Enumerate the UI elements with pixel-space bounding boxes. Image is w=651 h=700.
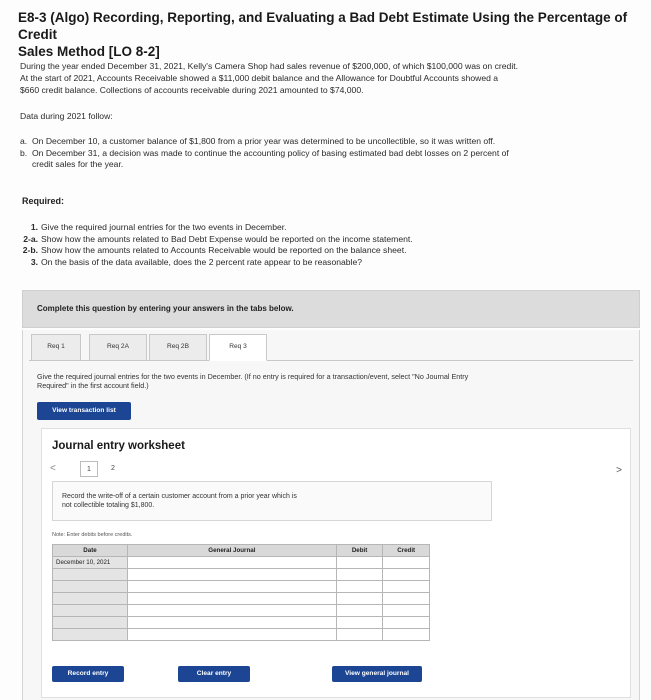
credit-input[interactable]	[383, 557, 430, 569]
tab-req-2a[interactable]: Req 2A	[89, 334, 147, 361]
event-b-cont: credit sales for the year.	[32, 159, 124, 169]
table-row	[53, 629, 430, 641]
debit-credit-note: Note: Enter debits before credits.	[52, 532, 133, 538]
account-input[interactable]	[127, 617, 336, 629]
col-general-journal: General Journal	[127, 545, 336, 557]
credit-input[interactable]	[383, 617, 430, 629]
date-cell	[53, 581, 128, 593]
tab-req-2b[interactable]: Req 2B	[149, 334, 207, 361]
account-input[interactable]	[127, 605, 336, 617]
requirement-2b: 2-b. Show how the amounts related to Accounts Receivable would be reported on the balance sheet.	[22, 245, 407, 255]
tab-req-1[interactable]: Req 1	[31, 334, 81, 361]
chevron-right-icon[interactable]: >	[616, 465, 622, 476]
date-cell	[53, 569, 128, 581]
data-label: Data during 2021 follow:	[20, 111, 113, 121]
table-row	[53, 617, 430, 629]
required-label: Required:	[22, 196, 65, 206]
col-debit: Debit	[336, 545, 383, 557]
tab-divider	[29, 360, 633, 361]
col-credit: Credit	[383, 545, 430, 557]
journal-table	[52, 544, 430, 641]
table-row	[53, 605, 430, 617]
account-input[interactable]	[127, 557, 336, 569]
tab-req-3[interactable]: Req 3	[209, 334, 267, 361]
date-cell	[53, 593, 128, 605]
record-entry-button[interactable]: Record entry	[52, 666, 124, 682]
problem-intro: During the year ended December 31, 2021, Kelly's Camera Shop had sales revenue of $200,000, of which $100,000 was on credit. At the start of 2021, Accounts Receivable showed a $11,000 debit balance and the Allowance for Doubtful Accounts showed a $660 credit balance. Collections of accounts receivable during 2021 amounted to $74,000.	[20, 61, 519, 95]
events-list	[20, 136, 630, 171]
view-general-journal-button[interactable]: View general journal	[332, 666, 422, 682]
table-row	[53, 581, 430, 593]
answer-card	[22, 330, 640, 700]
debit-input[interactable]	[336, 557, 383, 569]
tabs-banner: Complete this question by entering your answers in the tabs below.	[22, 290, 640, 328]
account-input[interactable]	[127, 593, 336, 605]
table-row	[53, 569, 430, 581]
instruction-text: Give the required journal entries for the two events in December. (If no entry is required for a transaction/event, select "No Journal Entry Required" in the first account field.)	[37, 372, 469, 390]
problem-title: E8-3 (Algo) Recording, Reporting, and Evaluating a Bad Debt Estimate Using the Percentage of Credit Sales Method [LO 8-2]	[18, 10, 628, 59]
date-cell	[53, 629, 128, 641]
page-2[interactable]: 2	[111, 465, 115, 472]
event-b: b. On December 31, a decision was made to continue the accounting policy of basing estimated bad debt losses on 2 percent of	[20, 147, 509, 158]
view-transaction-list-button[interactable]: View transaction list	[37, 402, 131, 420]
credit-input[interactable]	[383, 581, 430, 593]
record-description: Record the write-off of a certain customer account from a prior year which is not collectible totaling $1,800.	[52, 481, 492, 521]
debit-input[interactable]	[336, 581, 383, 593]
credit-input[interactable]	[383, 629, 430, 641]
account-input[interactable]	[127, 581, 336, 593]
table-row	[53, 557, 430, 569]
journal-entry-worksheet	[41, 428, 631, 698]
date-cell: December 10, 2021	[53, 557, 128, 569]
date-cell	[53, 617, 128, 629]
debit-input[interactable]	[336, 593, 383, 605]
requirements-section	[0, 185, 651, 285]
requirement-2a: 2-a. Show how the amounts related to Bad Debt Expense would be reported on the income statement.	[23, 233, 413, 244]
credit-input[interactable]	[383, 593, 430, 605]
requirements-list	[22, 222, 622, 268]
page-1[interactable]: 1	[80, 461, 98, 477]
account-input[interactable]	[127, 629, 336, 641]
credit-input[interactable]	[383, 605, 430, 617]
debit-input[interactable]	[336, 569, 383, 581]
requirement-1: 1. Give the required journal entries for the two events in December.	[30, 222, 287, 232]
worksheet-title: Journal entry worksheet	[52, 440, 185, 452]
credit-input[interactable]	[383, 569, 430, 581]
requirement-3: 3. On the basis of the data available, does the 2 percent rate appear to be reasonable?	[30, 256, 363, 267]
debit-input[interactable]	[336, 617, 383, 629]
table-row	[53, 593, 430, 605]
chevron-left-icon[interactable]: <	[50, 463, 56, 474]
clear-entry-button[interactable]: Clear entry	[178, 666, 250, 682]
account-input[interactable]	[127, 569, 336, 581]
date-cell	[53, 605, 128, 617]
event-a: a. On December 10, a customer balance of $1,800 from a prior year was determined to be uncollectible, so it was written off.	[20, 136, 496, 146]
debit-input[interactable]	[336, 605, 383, 617]
col-date: Date	[53, 545, 128, 557]
debit-input[interactable]	[336, 629, 383, 641]
